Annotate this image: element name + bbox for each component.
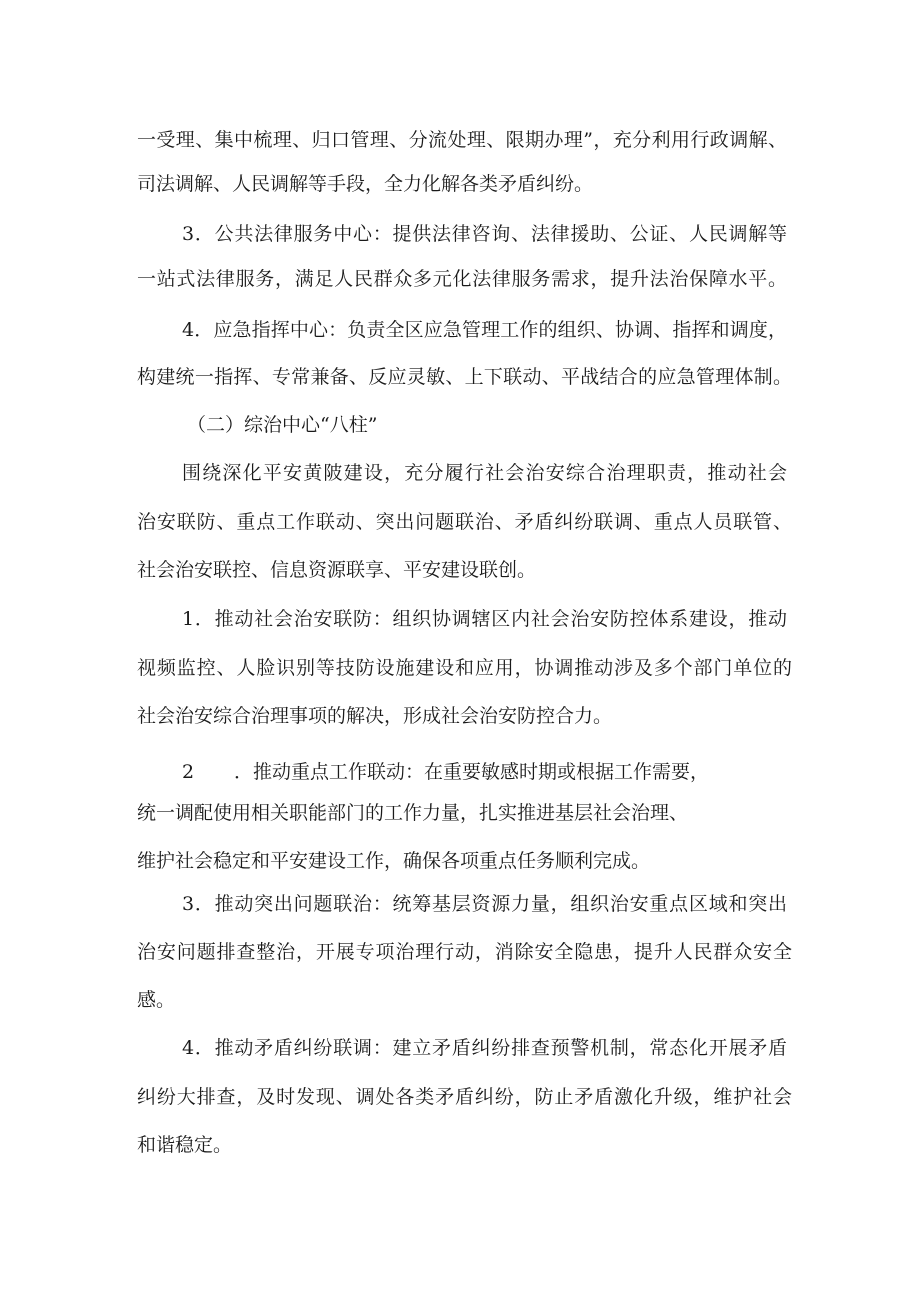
paragraph-line: 构建统一指挥、专常兼备、反应灵敏、上下联动、平战结合的应急管理体制。 bbox=[137, 366, 792, 388]
paragraph-line: 治安联防、重点工作联动、突出问题联治、矛盾纠纷联调、重点人员联管、 bbox=[137, 511, 792, 533]
paragraph-line: 和谐稳定。 bbox=[137, 1134, 233, 1156]
paragraph-line: 维护社会稳定和平安建设工作，确保各项重点任务顺利完成。 bbox=[137, 850, 651, 872]
paragraph-line: 统一调配使用相关职能部门的工作力量，扎实推进基层社会治理、 bbox=[137, 802, 689, 824]
paragraph-line: 感。 bbox=[137, 989, 176, 1011]
paragraph-line: 1．推动社会治安联防：组织协调辖区内社会治安防控体系建设，推动 bbox=[182, 608, 787, 630]
paragraph-line: 社会治安综合治理事项的解决，形成社会治安防控合力。 bbox=[137, 705, 613, 727]
paragraph-line: 一站式法律服务，满足人民群众多元化法律服务需求，提升法治保障水平。 bbox=[137, 268, 787, 290]
paragraph-line: 治安问题排查整治，开展专项治理行动，消除安全隐患，提升人民群众安全 bbox=[137, 941, 792, 963]
paragraph-line: 视频监控、人脸识别等技防设施建设和应用，协调推动涉及多个部门单位的 bbox=[137, 657, 792, 679]
paragraph-line: 围绕深化平安黄陂建设，充分履行社会治安综合治理职责，推动社会 bbox=[182, 462, 787, 484]
paragraph-line: ．推动重点工作联动：在重要敏感时期或根据工作需要， bbox=[234, 761, 710, 783]
paragraph-line: 4．应急指挥中心：负责全区应急管理工作的组织、协调、指挥和调度， bbox=[182, 319, 787, 341]
list-number: 2 bbox=[182, 761, 195, 783]
paragraph-line: 纠纷大排查，及时发现、调处各类矛盾纠纷，防止矛盾激化升级，维护社会 bbox=[137, 1086, 792, 1108]
paragraph-line: 司法调解、人民调解等手段，全力化解各类矛盾纠纷。 bbox=[137, 173, 594, 195]
paragraph-line: 3．推动突出问题联治：统筹基层资源力量，组织治安重点区域和突出 bbox=[182, 893, 787, 915]
section-heading: （二）综治中心“八柱” bbox=[187, 414, 378, 436]
paragraph-line: 4．推动矛盾纠纷联调：建立矛盾纠纷排查预警机制，常态化开展矛盾 bbox=[182, 1037, 787, 1059]
paragraph-line: 一受理、集中梳理、归口管理、分流处理、限期办理”，充分利用行政调解、 bbox=[137, 129, 787, 151]
paragraph-line: 社会治安联控、信息资源联享、平安建设联创。 bbox=[137, 559, 537, 581]
paragraph-line: 3．公共法律服务中心：提供法律咨询、法律援助、公证、人民调解等 bbox=[182, 223, 787, 245]
